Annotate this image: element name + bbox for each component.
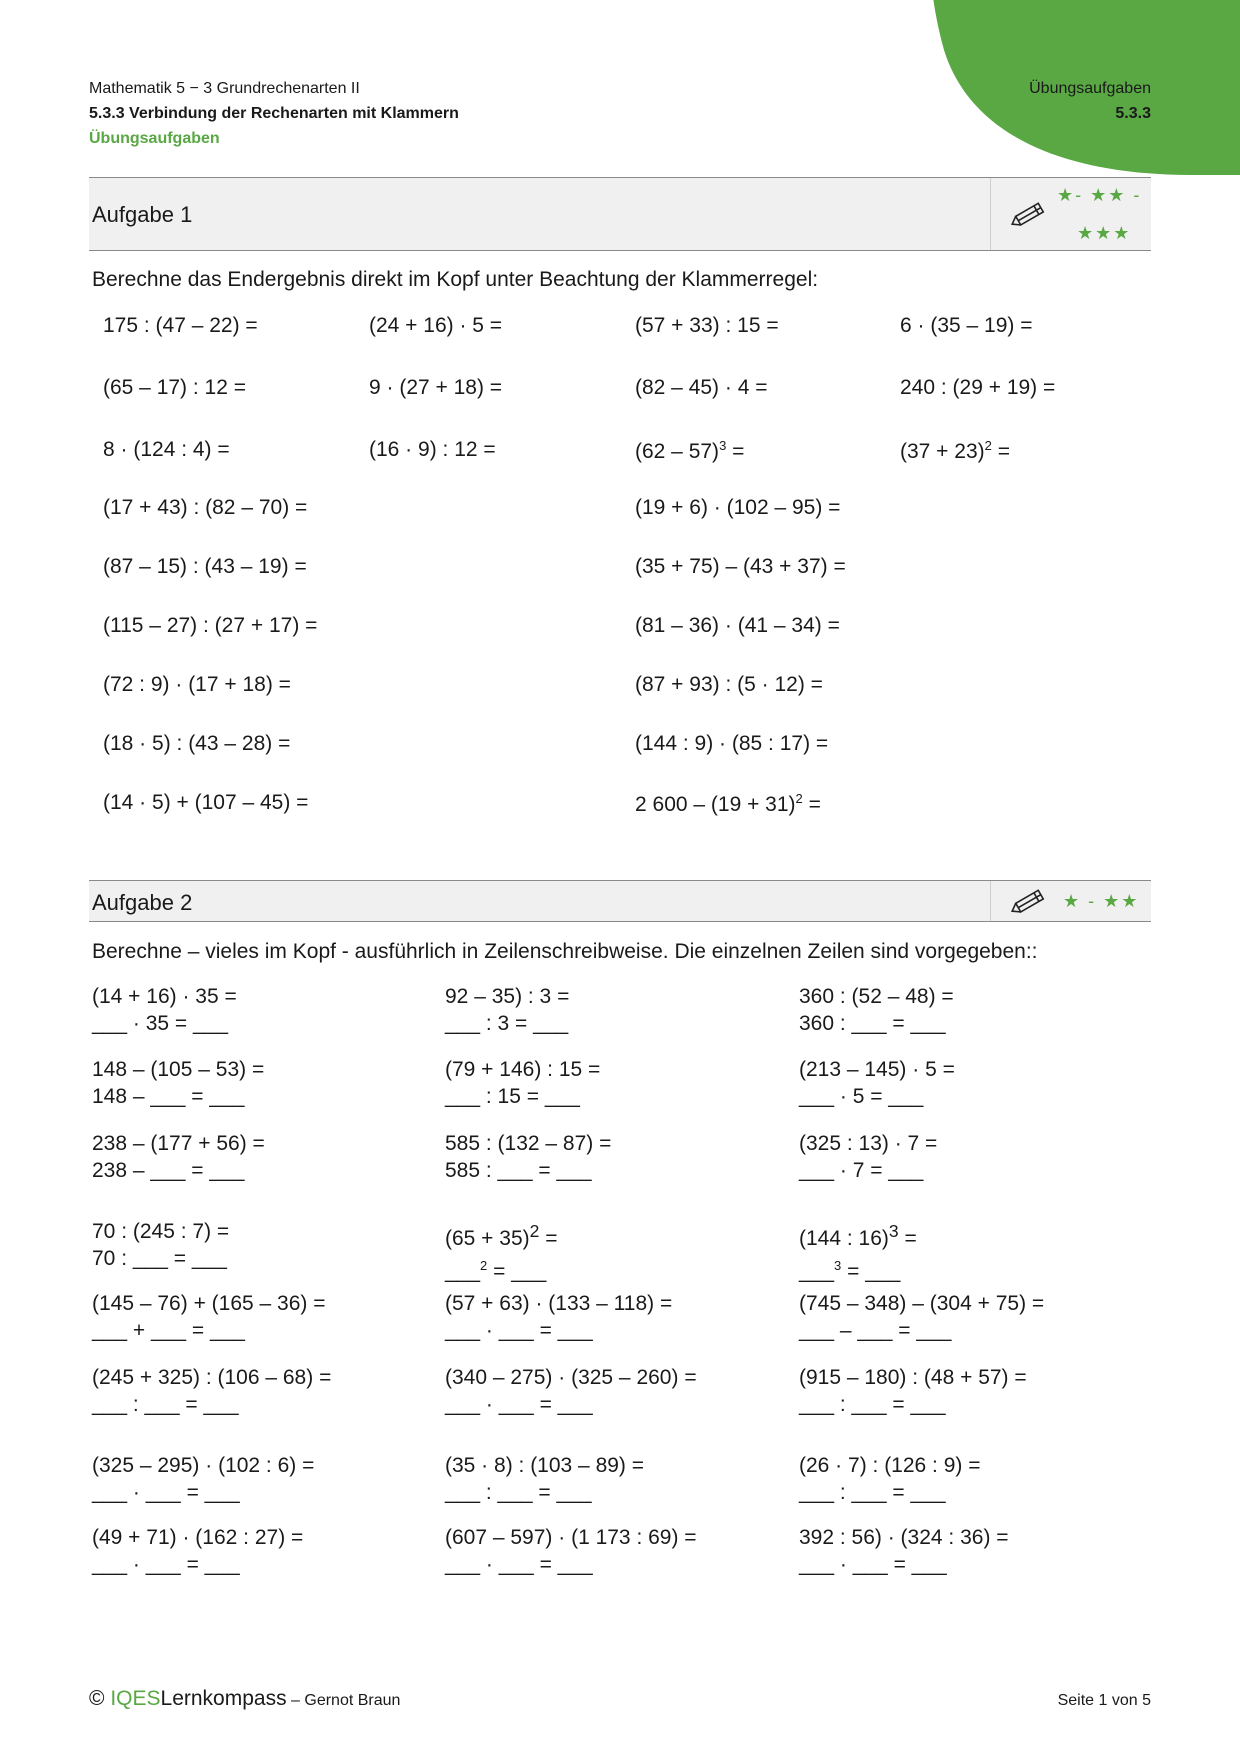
answer-line	[92, 1391, 331, 1418]
expression-text: (37 + 23)	[900, 440, 985, 463]
exercise-expression	[799, 985, 954, 1008]
expression-text: (144 : 9) · (85 : 17) =	[635, 732, 829, 755]
answer-line	[445, 1083, 600, 1110]
exercise-item	[635, 673, 823, 697]
exercise-item	[799, 1524, 1009, 1578]
expression-text: (145 – 76) + (165 – 36) =	[92, 1292, 326, 1315]
task2-difficulty: ★ - ★★	[1063, 891, 1140, 911]
exercise-expression	[445, 985, 569, 1008]
header-right	[1029, 76, 1151, 126]
exercise-item	[92, 1452, 314, 1506]
answer-line	[799, 1252, 917, 1285]
expression-text: 175 : (47 – 22) =	[103, 314, 258, 337]
answer-template	[799, 1159, 923, 1182]
exercise-expression	[92, 985, 237, 1008]
exercise-line	[799, 1290, 1044, 1317]
exponent: 3	[719, 438, 727, 453]
expression-text: (65 – 17) : 12 =	[103, 376, 247, 399]
exercise-item	[445, 1452, 644, 1506]
answer-line	[445, 1551, 697, 1578]
exercise-item	[92, 1056, 264, 1110]
exercise-expression	[635, 314, 779, 337]
expression-text: ___ · ___ = ___	[92, 1481, 240, 1504]
expression-text: 392 : 56) · (324 : 36) =	[799, 1526, 1009, 1549]
exercise-expression	[799, 1526, 1009, 1549]
exercise-item	[635, 614, 840, 638]
exercise-item	[799, 1452, 981, 1506]
expression-text: 360 : ___ = ___	[799, 1012, 946, 1035]
answer-line	[799, 1551, 1009, 1578]
exercise-expression	[635, 376, 768, 399]
exercise-line	[92, 1130, 265, 1157]
exercise-line	[799, 1364, 1027, 1391]
exercise-item	[92, 983, 237, 1037]
answer-template	[799, 1260, 900, 1283]
answer-template	[445, 1319, 593, 1342]
exercise-expression	[445, 1366, 697, 1389]
expression-text: (115 – 27) : (27 + 17) =	[103, 614, 318, 637]
exercise-expression	[92, 1526, 303, 1549]
section-title: 5.3.3 Verbindung der Rechenarten mit Klammern	[89, 105, 459, 122]
expression-text: 6 · (35 – 19) =	[900, 314, 1033, 337]
expression-text: = ___	[487, 1260, 547, 1283]
expression-text: ___ · ___ = ___	[445, 1319, 593, 1342]
expression-text: =	[802, 793, 821, 816]
exercise-item	[799, 1290, 1044, 1344]
expression-text: (16 · 9) : 12 =	[369, 438, 496, 461]
exercise-line	[92, 983, 237, 1010]
expression-text: ___ : ___ = ___	[92, 1393, 239, 1416]
exercise-expression	[92, 1366, 331, 1389]
exercise-expression	[445, 1132, 611, 1155]
answer-template	[445, 1553, 593, 1576]
exercise-expression	[445, 1292, 672, 1315]
exercise-expression	[900, 440, 1010, 463]
footer-author: Gernot Braun	[304, 1692, 401, 1709]
answer-template	[92, 1553, 240, 1576]
expression-text: (14 + 16) · 35 =	[92, 985, 237, 1008]
expression-text: (35 · 8) : (103 – 89) =	[445, 1454, 645, 1477]
expression-text: (607 – 597) · (1 173 : 69) =	[445, 1526, 697, 1549]
exercise-item	[369, 314, 502, 338]
expression-text: =	[898, 1227, 917, 1250]
answer-template	[799, 1393, 946, 1416]
course-title: Mathematik 5 − 3 Grundrechenarten II	[89, 80, 360, 97]
exercise-line	[445, 1130, 611, 1157]
expression-text: (340 – 275) · (325 – 260) =	[445, 1366, 697, 1389]
expression-text: ___ · 5 = ___	[799, 1085, 924, 1108]
exercise-line	[445, 1290, 672, 1317]
expression-text: 148 – (105 – 53) =	[92, 1058, 265, 1081]
expression-text: ___ : ___ = ___	[799, 1481, 946, 1504]
exercise-item	[103, 314, 258, 338]
expression-text: (745 – 348) – (304 + 75) =	[799, 1292, 1045, 1315]
expression-text: (87 – 15) : (43 – 19) =	[103, 555, 307, 578]
exercise-line	[799, 1452, 981, 1479]
page-number: Seite 1 von 5	[1057, 1692, 1151, 1709]
exercise-expression	[103, 314, 258, 337]
exercise-item	[799, 1218, 917, 1285]
expression-text: 2 600 – (19 + 31)	[635, 793, 796, 816]
exponent: 2	[795, 791, 803, 806]
exercise-line	[92, 1290, 326, 1317]
exercise-item	[445, 1218, 557, 1285]
answer-template	[799, 1085, 923, 1108]
exercise-expression	[92, 1058, 264, 1081]
expression-text: (24 + 16) · 5 =	[369, 314, 503, 337]
exercise-line	[799, 983, 954, 1010]
header-right-label: Übungsaufgaben	[1029, 80, 1151, 97]
exercise-line	[92, 1452, 314, 1479]
exercise-item	[445, 1524, 697, 1578]
pencil-icon	[1009, 885, 1051, 919]
task1-difficulty-line2: ★★★	[1077, 223, 1132, 243]
exercise-expression	[635, 440, 744, 463]
answer-line	[799, 1479, 981, 1506]
exercise-item	[635, 555, 846, 579]
answer-template	[799, 1553, 947, 1576]
exercise-item	[103, 555, 307, 579]
expression-text: (325 : 13) · 7 =	[799, 1132, 938, 1155]
expression-text: 238 – (177 + 56) =	[92, 1132, 265, 1155]
answer-template	[92, 1481, 240, 1504]
header-right-number: 5.3.3	[1115, 105, 1151, 122]
exercise-expression	[445, 1058, 600, 1081]
exercise-item	[103, 732, 290, 756]
brand-lernkompass: Lernkompass	[160, 1687, 287, 1710]
expression-text: (144 : 16)	[799, 1227, 889, 1250]
exercise-expression	[369, 314, 502, 337]
expression-text: (14 · 5) + (107 – 45) =	[103, 791, 309, 814]
exercise-expression	[635, 614, 840, 637]
answer-line	[799, 1083, 955, 1110]
answer-template	[445, 1159, 592, 1182]
expression-text: 148 – ___ = ___	[92, 1085, 245, 1108]
expression-text: (19 + 6) · (102 – 95) =	[635, 496, 841, 519]
expression-text: 238 – ___ = ___	[92, 1159, 245, 1182]
exercise-expression	[103, 732, 290, 755]
answer-line	[799, 1317, 1044, 1344]
expression-text: 70 : (245 : 7) =	[92, 1220, 230, 1243]
exercise-item	[445, 1056, 600, 1110]
expression-text: 360 : (52 – 48) =	[799, 985, 954, 1008]
expression-text: 9 · (27 + 18) =	[369, 376, 503, 399]
expression-text: (49 + 71) · (162 : 27) =	[92, 1526, 304, 1549]
answer-line	[445, 1010, 569, 1037]
exercise-line	[92, 1524, 303, 1551]
exercise-item	[103, 673, 291, 697]
expression-text: ___ · ___ = ___	[799, 1553, 947, 1576]
exercise-expression	[92, 1454, 314, 1477]
exercise-line	[445, 983, 569, 1010]
expression-text: =	[726, 440, 745, 463]
answer-template	[445, 1481, 592, 1504]
expression-text: ___ · ___ = ___	[92, 1553, 240, 1576]
answer-line	[92, 1157, 265, 1184]
expression-text: (915 – 180) : (48 + 57) =	[799, 1366, 1027, 1389]
task1-difficulty-line1: ★- ★★ -	[1057, 185, 1142, 205]
exercise-item	[900, 438, 1010, 464]
answer-template	[799, 1481, 946, 1504]
exercise-line	[799, 1218, 917, 1252]
exercise-item	[635, 732, 828, 756]
expression-text: (72 : 9) · (17 + 18) =	[103, 673, 291, 696]
exercise-item	[92, 1290, 326, 1344]
expression-text: (325 – 295) · (102 : 6) =	[92, 1454, 315, 1477]
exercise-item	[799, 983, 954, 1037]
exercise-item	[445, 1364, 697, 1418]
exercise-expression	[799, 1058, 955, 1081]
answer-line	[92, 1083, 264, 1110]
exercise-expression	[103, 496, 307, 519]
answer-template	[92, 1393, 239, 1416]
expression-text: (82 – 45) · 4 =	[635, 376, 768, 399]
answer-template	[92, 1247, 227, 1270]
exercise-line	[445, 1218, 557, 1252]
exercise-item	[445, 1130, 611, 1184]
task1-title: Aufgabe 1	[92, 202, 193, 227]
exercise-expression	[103, 614, 317, 637]
exercise-item	[92, 1364, 331, 1418]
exercise-item	[103, 791, 308, 815]
answer-line	[92, 1479, 314, 1506]
exercise-line	[445, 1056, 600, 1083]
exercise-item	[900, 314, 1033, 338]
answer-line	[445, 1391, 697, 1418]
exercise-item	[92, 1524, 303, 1578]
task2-header	[89, 880, 1151, 922]
expression-text: (62 – 57)	[635, 440, 720, 463]
exercise-item	[799, 1130, 937, 1184]
section-subtitle: Übungsaufgaben	[89, 130, 220, 147]
expression-text: 92 – 35) : 3 =	[445, 985, 570, 1008]
exercise-item	[103, 376, 246, 400]
expression-text: (18 · 5) : (43 – 28) =	[103, 732, 291, 755]
expression-text: (79 + 146) : 15 =	[445, 1058, 601, 1081]
exercise-item	[900, 376, 1055, 400]
expression-text: (57 + 63) · (133 – 118) =	[445, 1292, 673, 1315]
exercise-expression	[369, 376, 502, 399]
task2-instruction: Berechne – vieles im Kopf - ausführlich in Zeilenschreibweise. Die einzelnen Zeilen sind vorgegeben::	[92, 940, 1038, 963]
exercise-expression	[445, 1454, 644, 1477]
answer-template	[445, 1393, 593, 1416]
exercise-line	[92, 1056, 264, 1083]
expression-text: ___	[445, 1260, 481, 1283]
exercise-expression	[445, 1526, 697, 1549]
expression-text: (81 – 36) · (41 – 34) =	[635, 614, 840, 637]
exercise-expression	[799, 1132, 937, 1155]
task1-difficulty-box	[990, 178, 1151, 250]
answer-template	[445, 1260, 546, 1283]
exercise-item	[635, 376, 768, 400]
brand-iqes: IQES	[110, 1687, 161, 1710]
exercise-expression	[635, 673, 823, 696]
answer-template	[92, 1012, 228, 1035]
expression-text: (65 + 35)	[445, 1227, 530, 1250]
exercise-line	[799, 1056, 955, 1083]
exercise-line	[92, 1218, 229, 1245]
exercise-expression	[103, 438, 230, 461]
exercise-expression	[900, 314, 1033, 337]
exercise-expression	[799, 1221, 917, 1250]
answer-line	[445, 1157, 611, 1184]
exercise-item	[635, 314, 779, 338]
expression-text: = ___	[841, 1260, 901, 1283]
exercise-item	[103, 496, 307, 520]
answer-line	[799, 1391, 1027, 1418]
exercise-item	[635, 496, 840, 520]
answer-line	[92, 1317, 326, 1344]
footer-brand	[89, 1687, 400, 1711]
exercise-line	[445, 1452, 644, 1479]
exercise-expression	[103, 673, 291, 696]
exponent: 2	[480, 1258, 488, 1273]
answer-template	[445, 1012, 568, 1035]
expression-text: 70 : ___ = ___	[92, 1247, 227, 1270]
exercise-item	[799, 1056, 955, 1110]
exercise-expression	[635, 732, 828, 755]
exercise-item	[103, 438, 230, 462]
exercise-expression	[799, 1454, 981, 1477]
answer-line	[799, 1010, 954, 1037]
task2-difficulty-box	[990, 881, 1151, 921]
exercise-item	[92, 1218, 229, 1272]
exponent: 3	[834, 1258, 842, 1273]
expression-text: ___ + ___ = ___	[92, 1319, 245, 1342]
expression-text: (35 + 75) – (43 + 37) =	[635, 555, 846, 578]
expression-text: (87 + 93) : (5 · 12) =	[635, 673, 823, 696]
exercise-item	[635, 791, 821, 817]
answer-template	[799, 1012, 946, 1035]
expression-text: ___ · 35 = ___	[92, 1012, 229, 1035]
exercise-expression	[900, 376, 1055, 399]
expression-text: (17 + 43) : (82 – 70) =	[103, 496, 308, 519]
page-header	[89, 76, 459, 151]
exercise-item	[445, 1290, 672, 1344]
answer-template	[92, 1159, 244, 1182]
exercise-item	[369, 376, 502, 400]
answer-template	[445, 1085, 580, 1108]
answer-line	[445, 1252, 557, 1285]
task2-title: Aufgabe 2	[92, 890, 193, 915]
exercise-item	[635, 438, 744, 464]
expression-text: ___ : ___ = ___	[799, 1393, 946, 1416]
pencil-icon	[1009, 198, 1051, 232]
exercise-line	[92, 1364, 331, 1391]
expression-text: ___ · 7 = ___	[799, 1159, 924, 1182]
expression-text: ___ : ___ = ___	[445, 1481, 592, 1504]
answer-line	[92, 1551, 303, 1578]
exercise-line	[799, 1130, 937, 1157]
expression-text: 240 : (29 + 19) =	[900, 376, 1056, 399]
expression-text: ___ – ___ = ___	[799, 1319, 952, 1342]
expression-text: (213 – 145) · 5 =	[799, 1058, 955, 1081]
copyright-symbol: ©	[89, 1687, 105, 1710]
answer-line	[92, 1245, 229, 1272]
answer-template	[92, 1085, 244, 1108]
exercise-item	[445, 983, 569, 1037]
exercise-expression	[799, 1292, 1044, 1315]
expression-text: (57 + 33) : 15 =	[635, 314, 779, 337]
exercise-expression	[92, 1220, 229, 1243]
exercise-expression	[92, 1132, 265, 1155]
expression-text: (26 · 7) : (126 : 9) =	[799, 1454, 981, 1477]
answer-line	[445, 1317, 672, 1344]
exercise-item	[369, 438, 496, 462]
expression-text: =	[991, 440, 1010, 463]
expression-text: ___ · ___ = ___	[445, 1553, 593, 1576]
expression-text: 8 · (124 : 4) =	[103, 438, 230, 461]
expression-text: ___ · ___ = ___	[445, 1393, 593, 1416]
exercise-expression	[799, 1366, 1027, 1389]
exercise-line	[445, 1364, 697, 1391]
exercise-item	[799, 1364, 1027, 1418]
exercise-line	[799, 1524, 1009, 1551]
exponent: 3	[888, 1221, 899, 1241]
answer-line	[92, 1010, 237, 1037]
exercise-item	[92, 1130, 265, 1184]
exercise-expression	[92, 1292, 326, 1315]
task1-instruction: Berechne das Endergebnis direkt im Kopf unter Beachtung der Klammerregel:	[92, 268, 819, 291]
footer-separator: –	[286, 1692, 305, 1709]
exponent: 2	[984, 438, 992, 453]
exercise-expression	[103, 555, 307, 578]
exercise-expression	[445, 1221, 558, 1250]
expression-text: (245 + 325) : (106 – 68) =	[92, 1366, 332, 1389]
exercise-expression	[369, 438, 496, 461]
expression-text: =	[539, 1227, 558, 1250]
expression-text: 585 : (132 – 87) =	[445, 1132, 612, 1155]
task1-header	[89, 177, 1151, 251]
answer-line	[799, 1157, 937, 1184]
exercise-expression	[635, 793, 821, 816]
answer-template	[92, 1319, 245, 1342]
exercise-expression	[635, 496, 840, 519]
exercise-item	[103, 614, 317, 638]
exercise-line	[445, 1524, 697, 1551]
answer-line	[445, 1479, 644, 1506]
expression-text: ___ : 3 = ___	[445, 1012, 569, 1035]
exercise-expression	[635, 555, 846, 578]
exercise-expression	[103, 791, 308, 814]
exercise-expression	[103, 376, 246, 399]
answer-template	[799, 1319, 951, 1342]
expression-text: ___	[799, 1260, 835, 1283]
exponent: 2	[529, 1221, 540, 1241]
expression-text: ___ : 15 = ___	[445, 1085, 580, 1108]
expression-text: 585 : ___ = ___	[445, 1159, 592, 1182]
